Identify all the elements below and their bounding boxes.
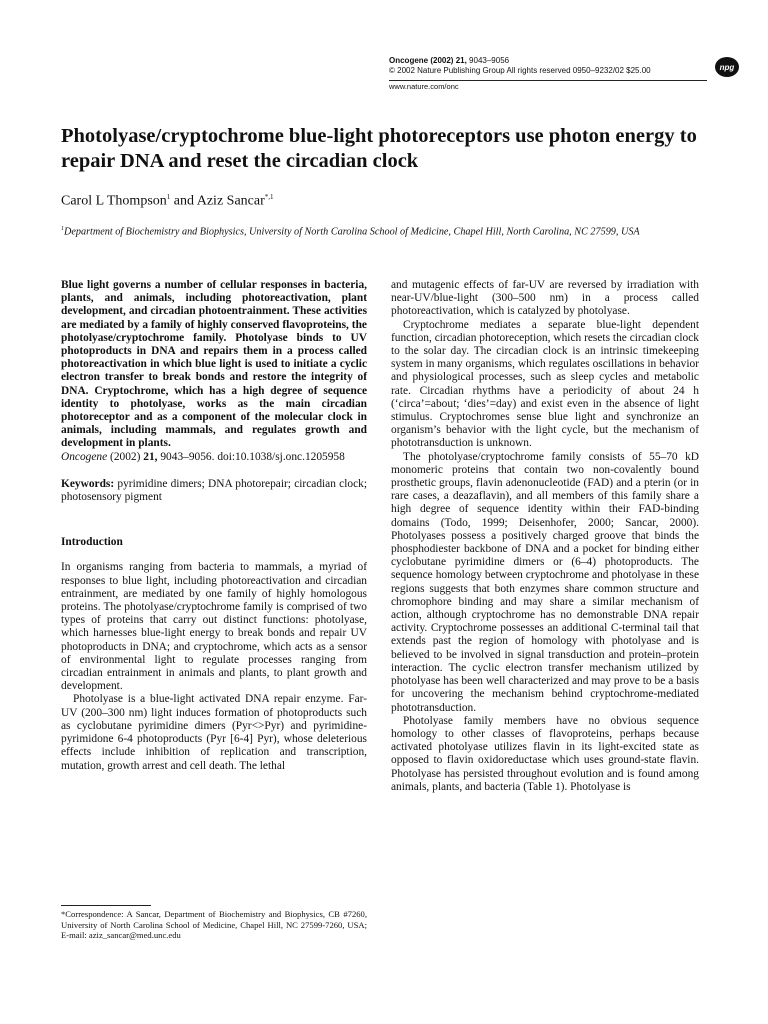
article-title: Photolyase/cryptochrome blue-light photoreceptors use photon energy to repair DNA and reset the circadian clock [61,125,697,172]
keywords [61,478,367,504]
paragraph: Cryptochrome mediates a separate blue-light dependent function, circadian photoreception, which resets the circadian clock to the solar day. The circadian clock is an intrinsic timekeeping system in many organisms, which regulates oscillations in behavior and physiological processes, such as sleep cycles and metabolic rate. Circadian rhythms have a periodicity of about 24 h (‘circa’=about; ‘dies’=day) and exist even in the absence of light stimulus. Cryptochromes sense blue light and synchronize an organism’s behavior with the light cycle, but the mechanism of phototransduction is unknown. [391,318,699,450]
author-thompson-affil: 1 [166,193,171,201]
right-column [391,279,699,794]
author-sancar-affil: *,1 [264,193,274,201]
paragraph: In organisms ranging from bacteria to mammals, a myriad of responses to blue light, including photoreactivation and circadian entrainment, are mediated by one family of highly homologous proteins. The photolyase/cryptochrome family is comprised of two types of proteins that carry out distinct functions: photolyase, which harnesses blue-light energy to break bonds and repair UV photoproducts in DNA; and cryptochrome, which acts as a sensor of environmental light to regulate processes ranging from circadian entrainment in animals and plants, to plant growth and development. [61,561,367,693]
author-conjunction: and [170,193,197,209]
left-column [61,279,367,773]
journal-url[interactable]: www.nature.com/onc [389,82,459,91]
affiliation-marker: 1 [61,226,64,232]
citation-volume: 21, [143,450,158,463]
paragraph: Photolyase family members have no obvious sequence homology to other classes of flavoproteins, perhaps because activated photolyase utilizes flavin in its light-excited state as opposed to flavin oxidoreductase which uses ground-state flavin. Photolyase has persisted throughout evolution and is found among animals, plants, and bacteria (Table 1). Photolyase is [391,714,699,793]
journal-citation-line [389,56,709,66]
footnote-rule [61,905,151,906]
introduction-heading: Introduction [61,536,123,549]
citation-doi: 9043–9056. doi:10.1038/sj.onc.1205958 [157,450,345,463]
citation-journal: Oncogene [61,450,108,463]
paragraph: Photolyase is a blue-light activated DNA repair enzyme. Far-UV (200–300 nm) light induces formation of photoproducts such as cyclobutane pyrimidine dimers (Pyr<>Pyr) and pyrimidine-pyrimidone 6-4 photoproducts (Pyr [6-4] Pyr), whose deleterious effects include inhibition of replication and transcription, mutation, growth arrest and cell death. The lethal [61,693,367,772]
article-citation [61,451,367,464]
author-line [61,193,274,210]
citation-year: (2002) [107,450,144,463]
npg-logo: npg [715,57,739,77]
correspondence-footnote: *Correspondence: A Sancar, Department of Biochemistry and Biophysics, CB #7260, University of North Carolina School of Medicine, Chapel Hill, NC 27599-7260, USA; E-mail: aziz_sancar@med.unc.edu [61,909,367,940]
author-thompson: Carol L Thompson [61,193,167,209]
journal-name: Oncogene (2002) 21, [389,56,467,65]
journal-header [389,56,709,93]
affiliation-text: Department of Biochemistry and Biophysics, University of North Carolina School of Medicine, Chapel Hill, North Carolina, NC 27599, USA [64,226,640,238]
keywords-label: Keywords: [61,477,115,490]
copyright-line: © 2002 Nature Publishing Group All rights reserved 0950–9232/02 $25.00 [389,66,651,75]
paragraph: and mutagenic effects of far-UV are reversed by irradiation with near-UV/blue-light (300–500 nm) in a process called photoreactivation, which is catalyzed by photolyase. [391,279,699,318]
affiliation [61,223,721,238]
keywords-text: pyrimidine dimers; DNA photorepair; circadian clock; photosensory pigment [61,477,367,504]
abstract: Blue light governs a number of cellular responses in bacteria, plants, and animals, including photoreactivation, plant development, and circadian photoentrainment. These activities are mediated by a family of highly conserved flavoproteins, the photolyase/cryptochrome family. Photolyase binds to UV photoproducts in DNA and repairs them in a process called photoreactivation in which blue light is used to initiate a cyclic electron transfer to break bonds and restore the integrity of DNA. Cryptochrome, which has a high degree of sequence identity to photolyase, works as the main circadian photoreceptor and as a component of the molecular clock in animals, including mammals, and regulates growth and development in plants. [61,279,367,450]
journal-pages: 9043–9056 [469,56,510,65]
author-sancar: Aziz Sancar [196,193,265,209]
paragraph: The photolyase/cryptochrome family consists of 55–70 kD monomeric proteins that contain two non-covalently bound prosthetic groups, flavin adenonucleotide (FAD) and a pterin (or in rare cases, a deazaflavin), and all members of this family share a high degree of sequence identity within their FAD-binding domains (Todo, 1999; Deisenhofer, 2000; Sancar, 2000). Photolyases possess a positively charged groove that binds the phosphodiester backbone of DNA and a pocket for binding either cyclobutane pyrimidine dimers or (6–4) photoproducts. The sequence homology between cryptochrome and photolyase in these regions suggests that both enzymes share common structure and chromophore binding and may share a similar mechanism of action, although cryptochrome has no demonstrable DNA repair activity. Cryptochrome possesses an additional C-terminal tail that extends past the region of homology with photolyase and is believed to be involved in signal transduction and protein–protein interaction. The cyclic electron transfer mechanism utilized by photolyase has been well characterized and may prove to be a basis for uncovering the mechanism behind cryptochrome-mediated phototransduction. [391,450,699,714]
